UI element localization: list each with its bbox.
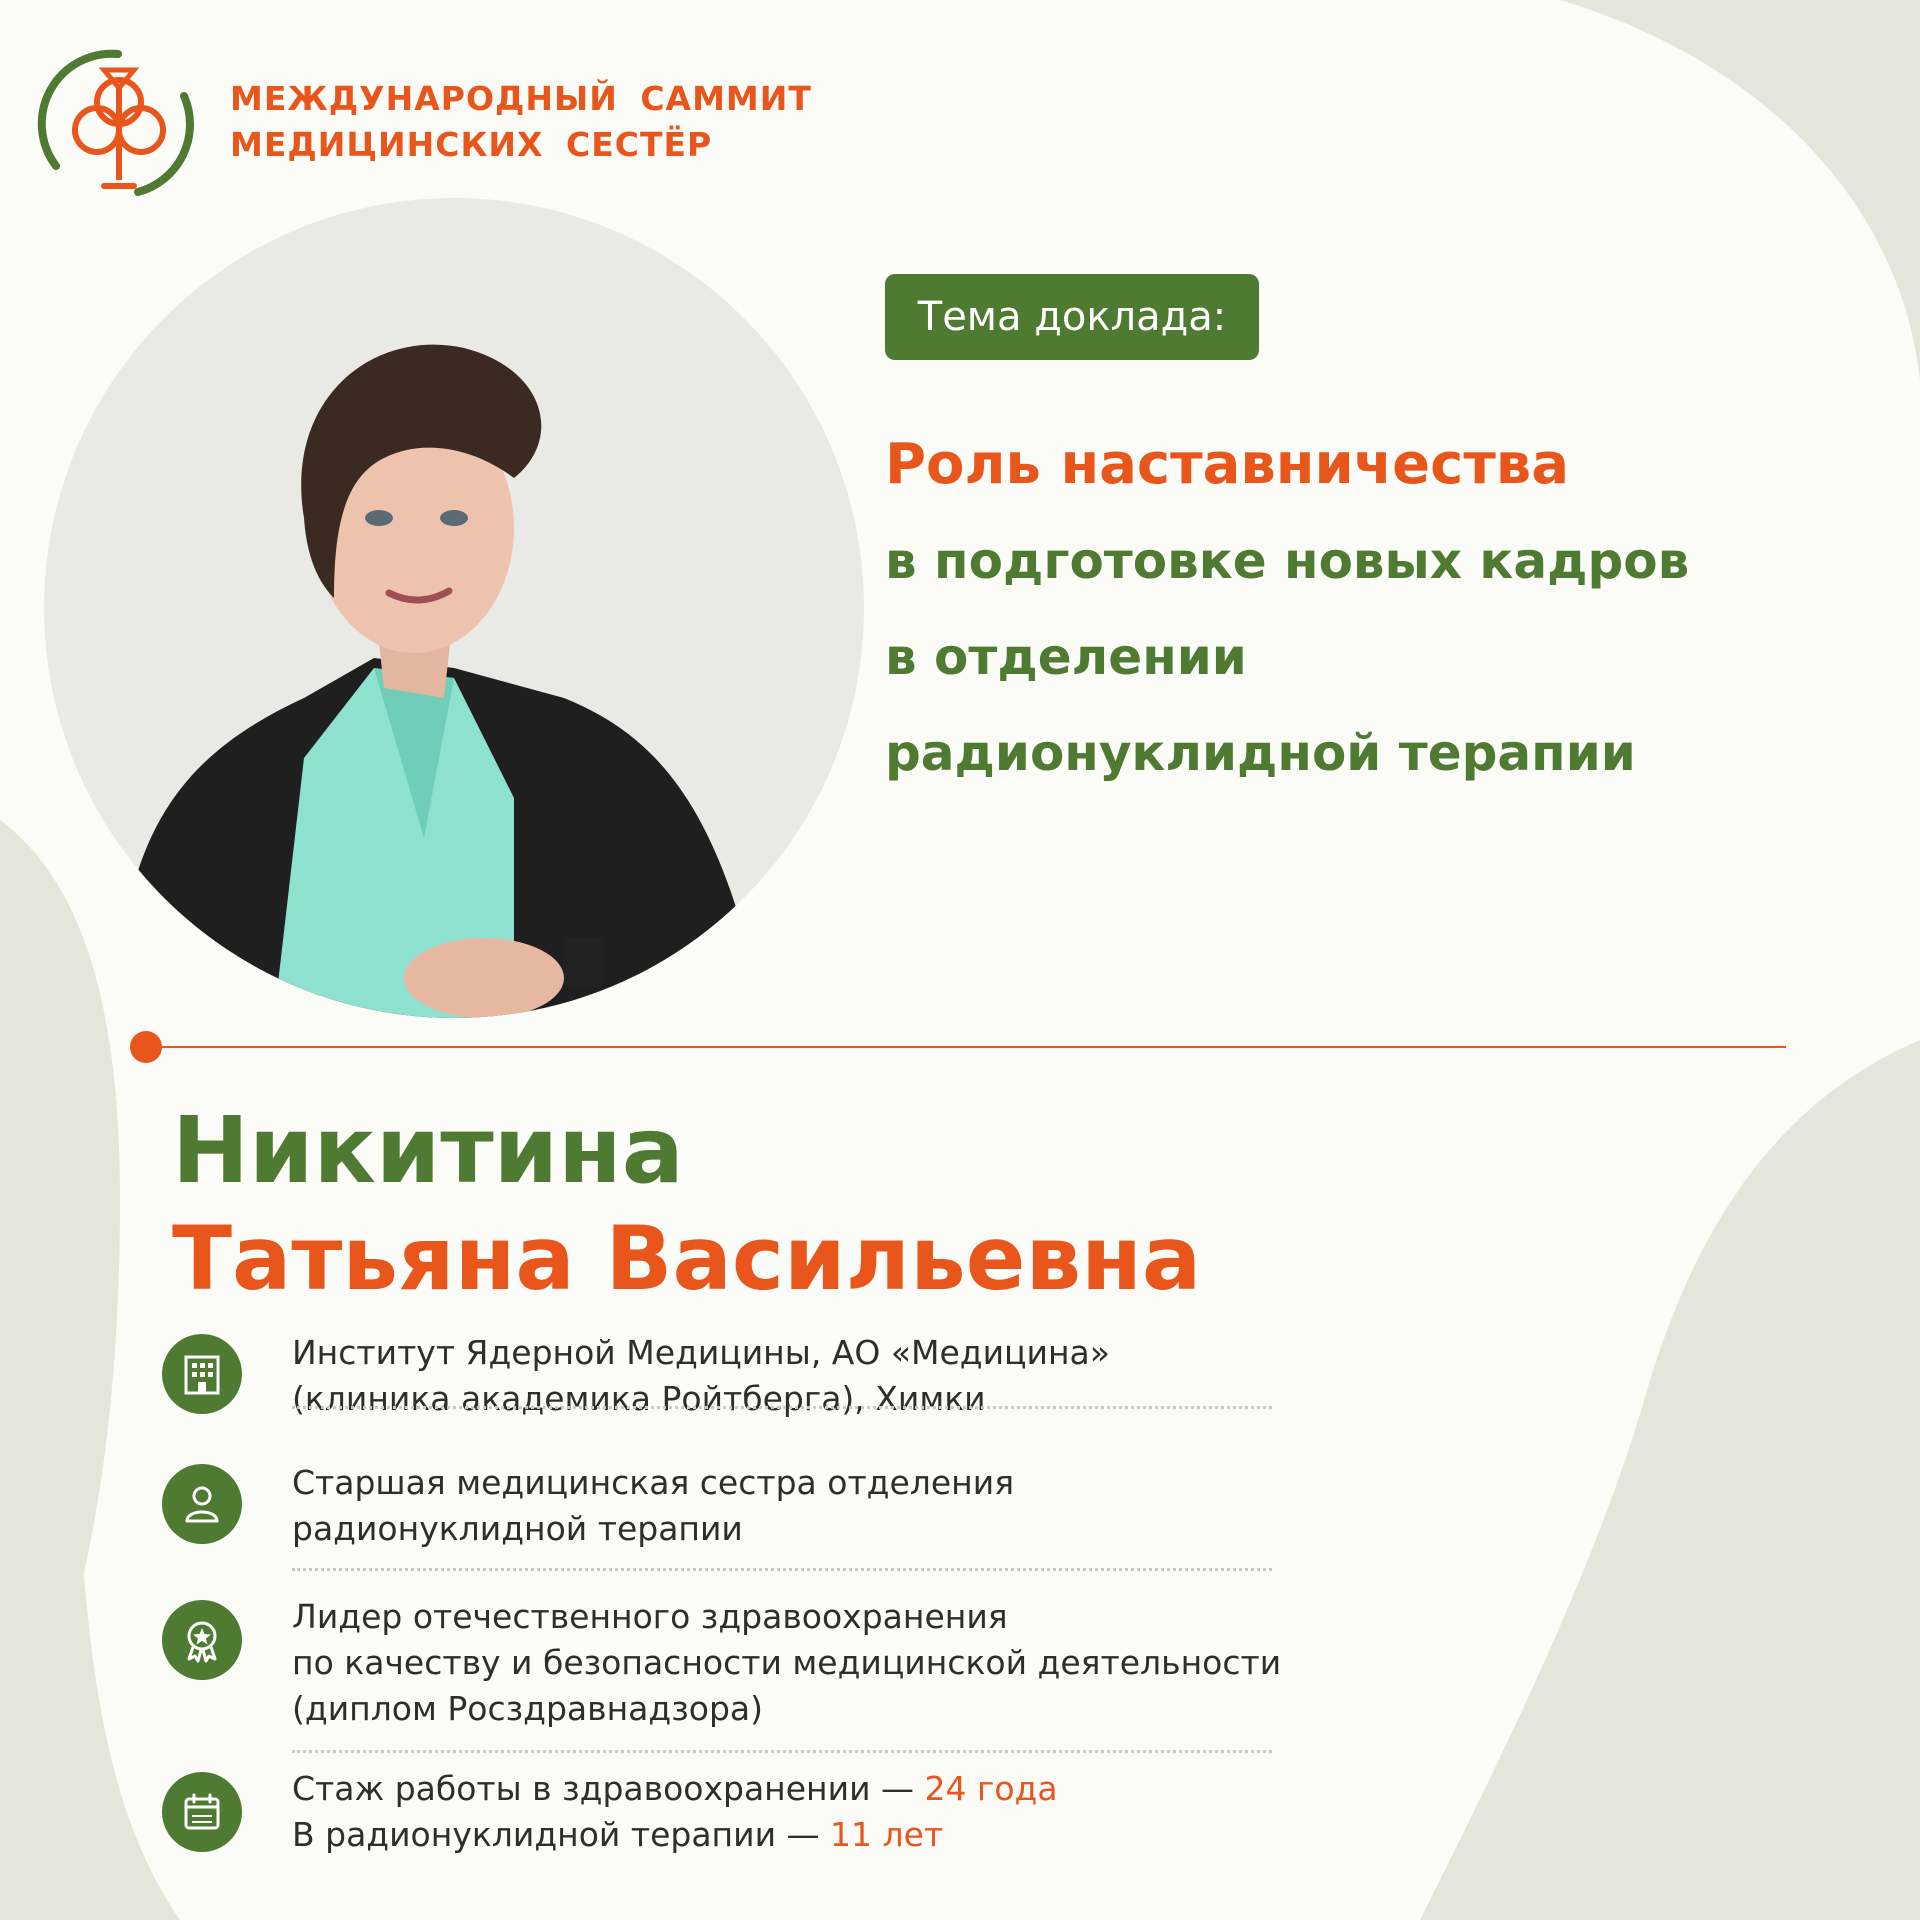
experience-line [292,1766,1058,1812]
experience-label: В радионуклидной терапии — [292,1815,830,1854]
experience-line [292,1812,1058,1858]
summit-name [230,76,812,168]
calendar-icon [162,1772,242,1852]
summit-name-line2: МЕДИЦИНСКИХ СЕСТЁР [230,125,713,164]
experience-value: 11 лет [830,1815,944,1854]
speaker-last-name: Никитина [172,1097,684,1204]
position-line: радионуклидной терапии [292,1509,743,1548]
award-badge-icon [162,1600,242,1680]
summit-logo [34,40,204,210]
separator [292,1750,1272,1753]
summit-name-line1: МЕЖДУНАРОДНЫЙ САММИТ [230,79,812,118]
speaker-name [172,1098,1201,1314]
experience-value: 24 года [924,1769,1058,1808]
topic-title-line: Роль наставничества [885,432,1570,497]
organization-line: Институт Ядерной Медицины, АО «Медицина» [292,1333,1110,1372]
experience-label: Стаж работы в здравоохранении — [292,1769,925,1808]
award-line: по качеству и безопасности медицинской деятельности [292,1643,1282,1682]
award-line: (диплом Росздравнадзора) [292,1689,763,1728]
speaker-portrait-illustration [44,198,864,1018]
speaker-photo [44,198,864,1018]
divider-line [148,1046,1786,1048]
organization-line: (клиника академика Ройтберга), Химки [292,1379,986,1418]
person-icon [162,1464,242,1544]
separator [292,1406,1272,1409]
topic-title-line: в подготовке новых кадров [885,532,1690,590]
topic-title-line: в отделении [885,628,1247,686]
topic-badge: Тема доклада: [885,274,1259,360]
award-line: Лидер отечественного здравоохранения [292,1597,1008,1636]
building-icon [162,1334,242,1414]
experience-text [292,1766,1058,1858]
position-line: Старшая медицинская сестра отделения [292,1463,1015,1502]
clover-nurse-emblem-icon [34,40,204,210]
topic-title-line: радионуклидной терапии [885,724,1636,782]
position-text [292,1460,1014,1552]
speaker-first-names: Татьяна Васильевна [172,1207,1202,1310]
separator [292,1568,1272,1571]
topic-title [885,432,1885,816]
divider-dot [130,1031,162,1063]
award-text [292,1594,1281,1732]
